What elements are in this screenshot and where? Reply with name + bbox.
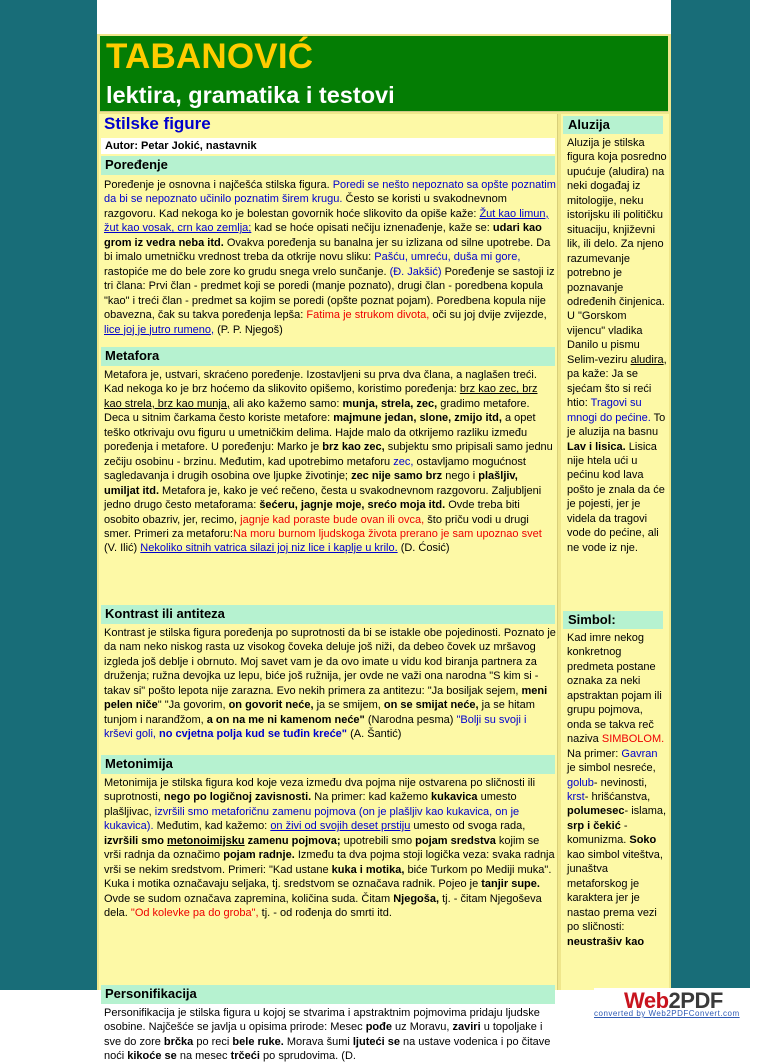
web2pdf-badge[interactable] [594,988,768,1024]
sidebar [561,114,669,990]
site-header [100,36,668,112]
web2pdf-logo: Web2PDF [624,988,723,1013]
left-margin [0,0,97,990]
site-title[interactable]: TABANOVIĆ [106,37,314,76]
section-heading-kontrast: Kontrast ili antiteza [101,605,555,624]
main-content [99,114,558,1063]
sidebar-heading-aluzija: Aluzija [563,116,663,134]
page-title: Stilske figure [104,114,211,133]
section-heading-poredjenje: Poređenje [101,156,555,175]
web2pdf-link[interactable]: converted by Web2PDFConvert.com [594,1009,740,1018]
sidebar-paragraph-aluzija: Aluzija je stilska figura koja posredno upućuje (aludira) na neki događaj iz mitologije, neku istorijsku ili političku situaciju, književni lik, ili delo. Za njeno razumevanje potrebno je poznavanje određenih činjenica. U "Gorskom vijencu" vladika Danilo u pismu Selim-veziru aludira, pa kaže: Ja se sjećam što si reći htio: Tragovi su mnogi do pećine. To je aluzija na basnu Lav i lisica. Lisica nije htela ući u pećinu kod lava pošto je znala da će je pojesti, jer je videla da tragovi vode do pećine, ali ne vode iz nje. [567,137,667,554]
section-heading-personifikacija: Personifikacija [101,985,555,1004]
paragraph-metafora: Metafora je, ustvari, skraćeno poređenje. Izostavljeni su prva dva člana, a naglašen treći. Kad nekoga ko je brz hoćemo da slikovito opišemo, koristimo poređenja: brz kao zec, brz kao strela, brz kao munja, ali ako kažemo samo: munja, strela, zec, gradimo metafore. Deca u sitnim čarkama često koriste metafore: majmune jedan, slone, zmijo itd, a opet teško otkrivaju ovu figuru u umetničkim delima. Hajde malo da otkrijemo razliku između poređenja i metafore. U poređenju: Marko je brz kao zec, subjektu smo pripisali samo jednu zečiju osobinu - brzinu. Međutim, kad upotrebimo metaforu zec, ostavljamo mogućnost sagledavanja i drugih osobina ove ljupke životinje; zec nije samo brz nego i plašljiv, umiljat itd. Metafora je, kako je već rečeno, česta u svakodnevnom razgovoru. Zaljubljeni jedno drugo često metaforama: šećeru, jagnje moje, srećo moja itd. Ovde treba biti osobito obazriv, jer, recimo, jagnje kad poraste bude ovan ili ovca, što priču vodi u drugi smer. Primeri za metaforu:Na moru burnom ljudskoga života prerano je sam upoznao svet (V. Ilić) Nekoliko sitnih vatrica silazi joj niz lice i kaplje u krilo. (D. Ćosić) [104,369,553,555]
sidebar-paragraph-simbol: Kad imre nekog konkretnog predmeta postane oznaka za neki apstraktan pojam ili grupu pojmova, onda se takva reč naziva SIMBOLOM. Na primer: Gavran je simbol nesreće, golub- nevinosti, krst- hrišćanstva, polumesec- islama, srp i čekić - komunizma. Soko kao simbol viteštva, junaštva metaforskog je karaktera jer je nastao prema vezi po sličnosti: neustrašiv kao [567,632,667,948]
paragraph-metonimija: Metonimija je stilska figura kod koje veza između dva pojma nije ostvarena po sličnosti ili suprotnosti, nego po logičnoj zavisnosti. Na primer: kad kažemo kukavica umesto plašljivac, izvršili smo metaforičnu zamenu pojmova (on je plašljiv kao kukavica, on je kukavica). Međutim, kad kažemo: on živi od svojih deset prstiju umesto od svoga rada, izvršili smo metonoimijsku zamenu pojmova; upotrebili smo pojam sredstva kojim se vrši radnja da označimo pojam radnje. Između ta dva pojma stoji logička veza: svaka radnja vrši se nekim sredstvom. Primeri: "Kad ustane kuka i motika, biće Turkom po Mediji muka". Kuka i motika označavaju seljaka, tj. sredstvom se označava radnik. Pojeo je tanjir supe. Ovde se sudom označava zapremina, količina suda. Čitam Njegoša, tj. - čitam Njegoševa dela. "Od kolevke pa do groba", tj. - od rođenja do smrti itd. [104,777,555,920]
right-margin [671,0,750,990]
sidebar-heading-simbol: Simbol: [563,611,663,629]
site-subtitle: lektira, gramatika i testovi [106,82,395,108]
author-line: Autor: Petar Jokić, nastavnik [101,138,555,154]
paragraph-personifikacija: Personifikacija je stilska figura u kojoj se stvarima i apstraktnim pojmovima pridaju ljudske osobine. Najčešće se javlja u opisima prirode: Mesec pođe uz Moravu, zaviri u topoljake i sve do zore brčka po reci bele ruke. Morava šumi ljuteći se na ustave vodenica i po čitave noći kikoće se na mesec trčeći po sprudovima. (D. [104,1007,551,1063]
section-heading-metonimija: Metonimija [101,755,555,774]
section-heading-metafora: Metafora [101,347,555,366]
paragraph-poredjenje: Poređenje je osnovna i najčešća stilska figura. Poredi se nešto nepoznato sa opšte poznatim da bi se nepoznato učinilo poznatim širem krugu. Često se koristi u svakodnevnom razgovoru. Kad nekoga ko je bolestan govornik hoće slikovito da opiše kaže: Žut kao limun, žut kao vosak, crn kao zemlja; kad se hoće opisati nečiju iznenađenje, kaže se: udari kao grom iz vedra neba itd. Ovakva poređenja su banalna jer su izlizana od silne upotrebe. Da bi imalo umetničku vrednost treba da otkrije novu sliku: Pašću, umreću, duša mi gore, rastopiće me do bele zore ko grudu snega vrelo sunčanje. (Đ. Jakšić) Poređenje se sastoji iz tri člana: Prvi član - predmet koji se poredi (manje poznato), drugi član - poredbena kopula "kao" i treći član - predmet sa kojim se poredi (opšte poznat pojam). Poredbena kopula nije obavezna, čak su takva poređenja lepša: Fatima je strukom divota, oči su joj dvije zvijezde, lice joj je jutro rumeno, (P. P. Njegoš) [104,179,556,336]
paragraph-kontrast: Kontrast je stilska figura poređenja po suprotnosti da bi se istakle obe pojedinosti. Poznato je da nam neko niskog rasta uz visokog čoveka deluje još niži, da debeo čovek uz mršavog izgleda još deblje i obrnuto. Moj savet vam je da ovo imate u vidu kod biranja partnera za druženja; ružna devojka uz lepu, biće još ružnija, jer ovde ne važi ona narodna "S kim si - takav si" pošto lepota nije zarazna. Evo nekih primera za antitezu: "Ja bosiljak sejem, meni pelen niče" "Ja govorim, on govorit neće, ja se smijem, on se smijat neće, ja se hitam tunjom i naranđžom, a on na me ni kamenom neće" (Narodna pesma) "Bolji su svoji i krševi goli, no cvjetna polja kud se tuđin kreće" (A. Šantić) [104,627,556,741]
